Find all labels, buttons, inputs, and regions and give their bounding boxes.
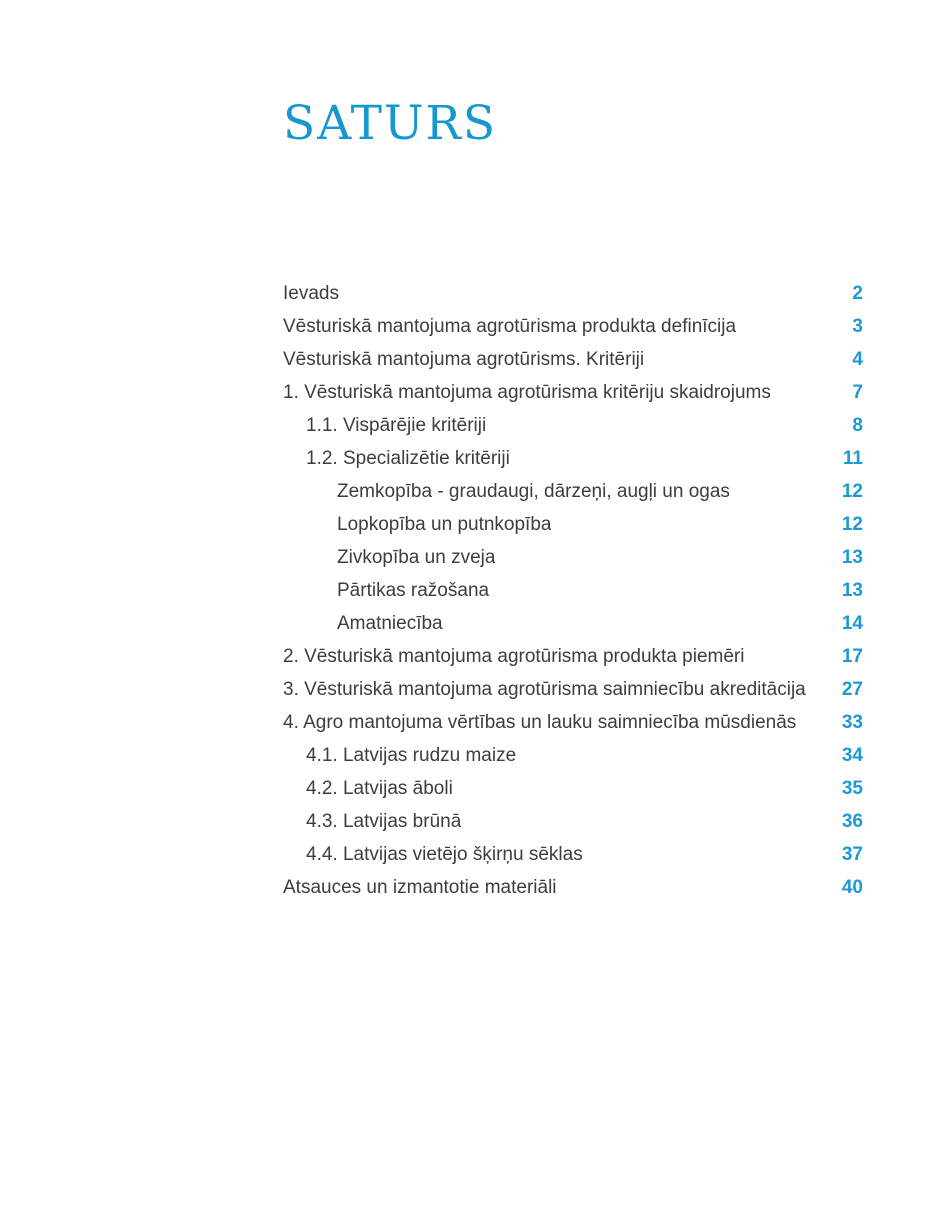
toc-entry-label: 1.2. Specializētie kritēriji (306, 447, 510, 469)
toc-entry[interactable] (283, 475, 863, 508)
toc-entry-label: Atsauces un izmantotie materiāli (283, 876, 557, 898)
toc-entry-label: 4.2. Latvijas āboli (306, 777, 453, 799)
toc-list (283, 277, 863, 904)
toc-entry[interactable] (283, 673, 863, 706)
toc-entry-label: Zivkopība un zveja (337, 546, 496, 568)
page-title: SATURS (283, 96, 498, 151)
toc-entry-page: 37 (841, 843, 863, 865)
toc-entry[interactable] (283, 376, 863, 409)
toc-entry-label: 3. Vēsturiskā mantojuma agrotūrisma saimniecību akreditācija (283, 678, 806, 700)
toc-entry[interactable] (283, 706, 863, 739)
toc-entry-label: Pārtikas ražošana (337, 579, 490, 601)
toc-entry-page: 11 (842, 447, 863, 469)
toc-entry-page: 4 (852, 348, 863, 370)
toc-entry-page: 3 (852, 315, 863, 337)
toc-entry[interactable] (283, 838, 863, 871)
toc-entry[interactable] (283, 640, 863, 673)
toc-entry-page: 13 (841, 579, 863, 601)
toc-entry-page: 40 (841, 876, 863, 898)
toc-entry[interactable] (283, 541, 863, 574)
toc-entry-label: 1.1. Vispārējie kritēriji (306, 414, 487, 436)
toc-entry-page: 33 (841, 711, 863, 733)
toc-entry-label: 1. Vēsturiskā mantojuma agrotūrisma kritēriju skaidrojums (283, 381, 771, 403)
toc-entry[interactable] (283, 409, 863, 442)
toc-entry-page: 35 (841, 777, 863, 799)
toc-entry-label: 4.3. Latvijas brūnā (306, 810, 462, 832)
toc-entry[interactable] (283, 508, 863, 541)
toc-entry[interactable] (283, 442, 863, 475)
toc-entry-label: Vēsturiskā mantojuma agrotūrisma produkta definīcija (283, 315, 737, 337)
toc-entry-page: 14 (841, 612, 863, 634)
toc-entry-page: 34 (841, 744, 863, 766)
toc-entry[interactable] (283, 739, 863, 772)
toc-entry-label: Vēsturiskā mantojuma agrotūrisms. Kritēriji (283, 348, 645, 370)
toc-entry[interactable] (283, 871, 863, 904)
toc-entry[interactable] (283, 607, 863, 640)
toc-entry-label: Lopkopība un putnkopība (337, 513, 552, 535)
toc-entry-label: Ievads (283, 282, 339, 304)
toc-entry-page: 36 (841, 810, 863, 832)
toc-entry-page: 2 (852, 282, 863, 304)
toc-entry-label: Zemkopība - graudaugi, dārzeņi, augļi un ogas (337, 480, 730, 502)
toc-entry[interactable] (283, 277, 863, 310)
toc-entry[interactable] (283, 343, 863, 376)
toc-entry-page: 27 (841, 678, 863, 700)
toc-entry-label: 2. Vēsturiskā mantojuma agrotūrisma produkta piemēri (283, 645, 745, 667)
toc-entry-page: 8 (852, 414, 863, 436)
toc-entry-page: 17 (841, 645, 863, 667)
toc-entry-label: 4. Agro mantojuma vērtības un lauku saimniecība mūsdienās (283, 711, 797, 733)
toc-entry-page: 13 (841, 546, 863, 568)
toc-entry-label: 4.4. Latvijas vietējo šķirņu sēklas (306, 843, 583, 865)
toc-entry-page: 12 (841, 513, 863, 535)
toc-entry[interactable] (283, 772, 863, 805)
toc-entry-label: 4.1. Latvijas rudzu maize (306, 744, 517, 766)
toc-entry[interactable] (283, 310, 863, 343)
toc-entry-label: Amatniecība (337, 612, 443, 634)
toc-entry[interactable] (283, 574, 863, 607)
toc-entry-page: 7 (852, 381, 863, 403)
toc-entry-page: 12 (841, 480, 863, 502)
toc-entry[interactable] (283, 805, 863, 838)
